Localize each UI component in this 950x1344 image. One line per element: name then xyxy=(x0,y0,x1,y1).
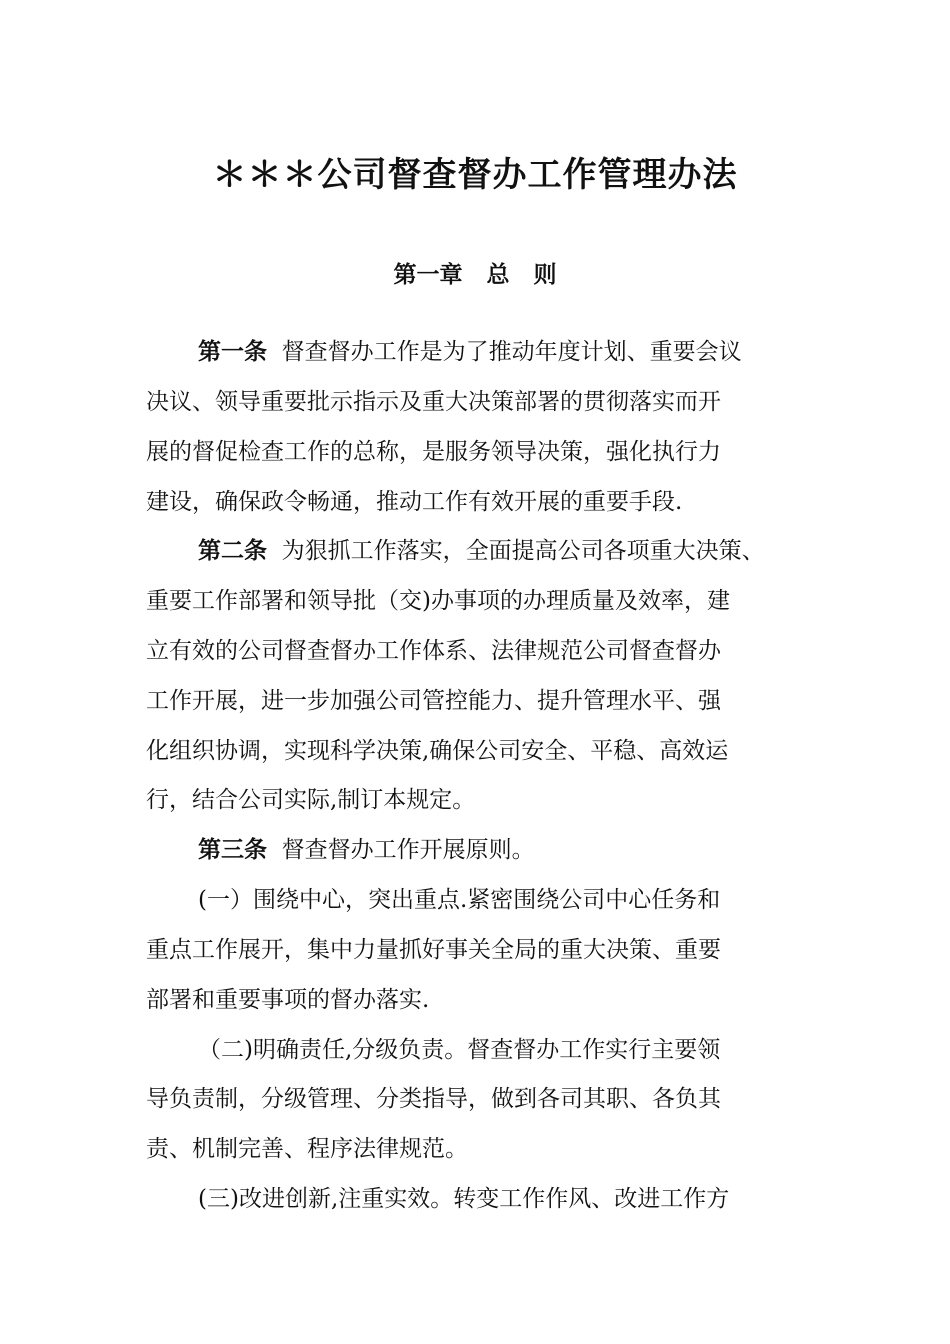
article-2-label: 第二条 xyxy=(198,538,267,564)
article-2-text: 为狠抓工作落实，全面提高公司各项重大决策、 xyxy=(267,538,765,564)
article-1-text: 督查督办工作是为了推动年度计划、重要会议 xyxy=(267,339,742,365)
article-2-line-3: 立有效的公司督查督办工作体系、法律规范公司督查督办 xyxy=(146,638,721,664)
principle-1-line-2: 重点工作展开，集中力量抓好事关全局的重大决策、重要 xyxy=(146,937,721,963)
principle-3-line-1: (三)改进创新,注重实效。转变工作作风、改进工作方 xyxy=(198,1186,730,1212)
article-3-line-1 xyxy=(198,830,535,870)
article-3-label: 第三条 xyxy=(198,837,267,863)
article-1-line-3: 展的督促检查工作的总称，是服务领导决策，强化执行力 xyxy=(146,439,721,465)
principle-1-line-1: (一）围绕中心，突出重点.紧密围绕公司中心任务和 xyxy=(198,887,721,913)
chapter-heading: 第一章 总 则 xyxy=(393,262,557,288)
article-2-line-6: 行，结合公司实际,制订本规定。 xyxy=(146,787,476,813)
article-1-label: 第一条 xyxy=(198,339,267,365)
article-2-line-1 xyxy=(198,531,765,571)
article-1-line-1 xyxy=(198,332,742,372)
principle-2-line-1: （二)明确责任,分级负责。督查督办工作实行主要领 xyxy=(198,1037,721,1063)
principle-2-line-3: 责、机制完善、程序法律规范。 xyxy=(146,1136,468,1162)
article-2-line-5: 化组织协调，实现科学决策,确保公司安全、平稳、高效运 xyxy=(146,738,729,764)
principle-1-line-3: 部署和重要事项的督办落实. xyxy=(146,987,430,1013)
document-title: ＊＊＊公司督查督办工作管理办法 xyxy=(212,155,738,195)
principle-2-line-2: 导负责制，分级管理、分类指导，做到各司其职、各负其 xyxy=(146,1086,721,1112)
article-3-text: 督查督办工作开展原则。 xyxy=(267,837,535,863)
article-1-line-2: 决议、领导重要批示指示及重大决策部署的贯彻落实而开 xyxy=(146,389,721,415)
article-1-line-4: 建设，确保政令畅通，推动工作有效开展的重要手段. xyxy=(146,489,683,515)
article-2-line-4: 工作开展，进一步加强公司管控能力、提升管理水平、强 xyxy=(146,688,721,714)
article-2-line-2: 重要工作部署和领导批（交)办事项的办理质量及效率，建 xyxy=(146,588,730,614)
